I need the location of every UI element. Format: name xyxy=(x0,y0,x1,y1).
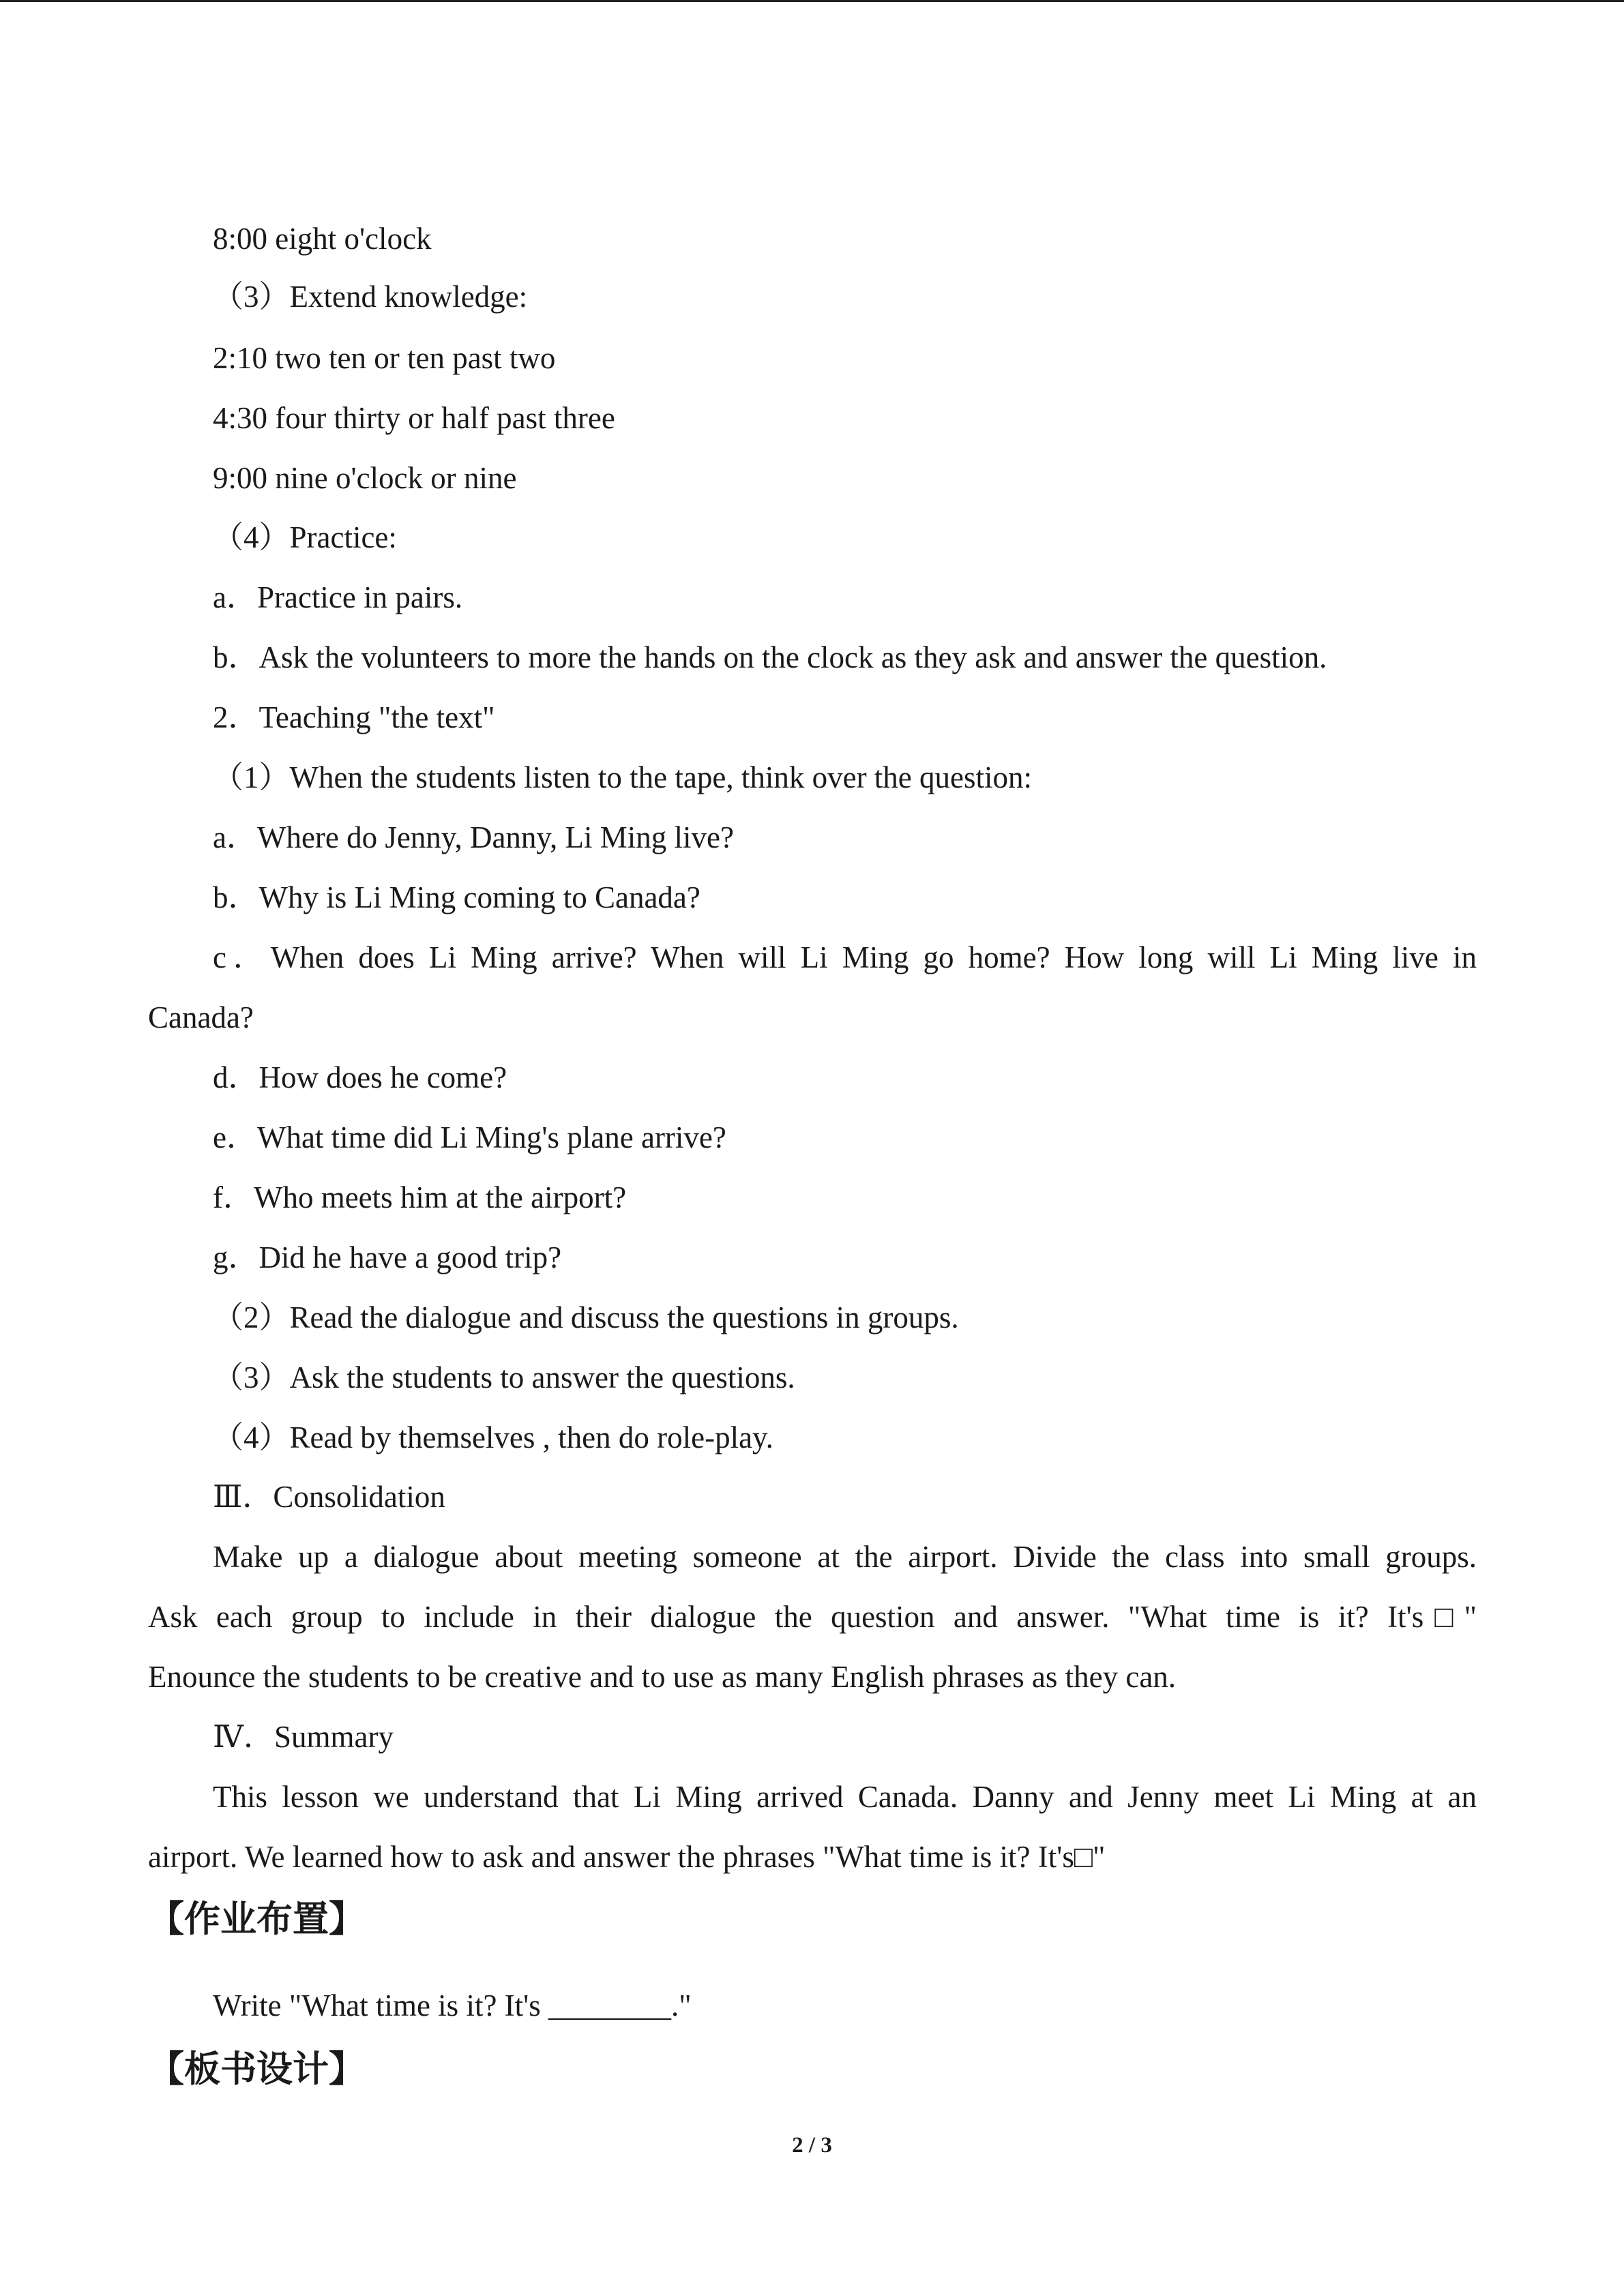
section-extend-knowledge: （3）Extend knowledge: xyxy=(213,280,528,314)
question-item: b．Why is Li Ming coming to Canada? xyxy=(213,880,700,914)
homework-heading: 【作业布置】 xyxy=(148,1898,365,1940)
list-item: b．Ask the volunteers to more the hands on the clock as they ask and answer the question. xyxy=(213,640,1327,674)
question-item: a．Where do Jenny, Danny, Li Ming live? xyxy=(213,820,734,854)
question-item-wrapped xyxy=(148,937,1477,978)
time-example-line: 8:00 eight o'clock xyxy=(213,222,432,256)
homework-text: Write "What time is it? It's ________." xyxy=(213,1988,692,2023)
list-item: a．Practice in pairs. xyxy=(213,580,463,614)
question-line-2: Canada? xyxy=(148,1000,254,1034)
list-item: （2）Read the dialogue and discuss the questions in groups. xyxy=(213,1300,959,1335)
consolidation-paragraph xyxy=(148,1536,1477,1577)
section-consolidation: Ⅲ．Consolidation xyxy=(213,1480,445,1514)
time-example-line: 9:00 nine o'clock or nine xyxy=(213,461,517,495)
paragraph-line: airport. We learned how to ask and answer the phrases "What time is it? It's□" xyxy=(148,1840,1106,1874)
page-number: 2 / 3 xyxy=(792,2133,832,2158)
question-item: e．What time did Li Ming's plane arrive? xyxy=(213,1120,726,1154)
question-item: f．Who meets him at the airport? xyxy=(213,1180,627,1214)
question-item: g．Did he have a good trip? xyxy=(213,1240,562,1274)
summary-paragraph xyxy=(148,1776,1477,1817)
board-design-heading: 【板书设计】 xyxy=(148,2048,365,2090)
paragraph-line: Enounce the students to be creative and to use as many English phrases as they can. xyxy=(148,1660,1177,1694)
section-practice: （4）Practice: xyxy=(213,520,397,554)
time-example-line: 2:10 two ten or ten past two xyxy=(213,341,556,375)
section-teaching-text: 2．Teaching "the text" xyxy=(213,700,495,734)
list-item: （4）Read by themselves , then do role-play. xyxy=(213,1420,773,1455)
list-item: （1）When the students listen to the tape, think over the question: xyxy=(213,760,1033,794)
list-item: （3）Ask the students to answer the questions. xyxy=(213,1360,795,1395)
time-example-line: 4:30 four thirty or half past three xyxy=(213,401,615,435)
paragraph-line: Make up a dialogue about meeting someone at the airport. Divide the class into small groups. xyxy=(213,1540,1477,1574)
paragraph-line: Ask each group to include in their dialogue the question and answer. "What time is it? It's□" xyxy=(148,1600,1477,1634)
question-line-1: c．When does Li Ming arrive? When will Li Ming go home? How long will Li Ming live in xyxy=(213,940,1477,974)
paragraph-line: This lesson we understand that Li Ming arrived Canada. Danny and Jenny meet Li Ming at an xyxy=(213,1780,1477,1814)
question-item: d．How does he come? xyxy=(213,1060,507,1094)
section-summary: Ⅳ．Summary xyxy=(213,1720,394,1754)
